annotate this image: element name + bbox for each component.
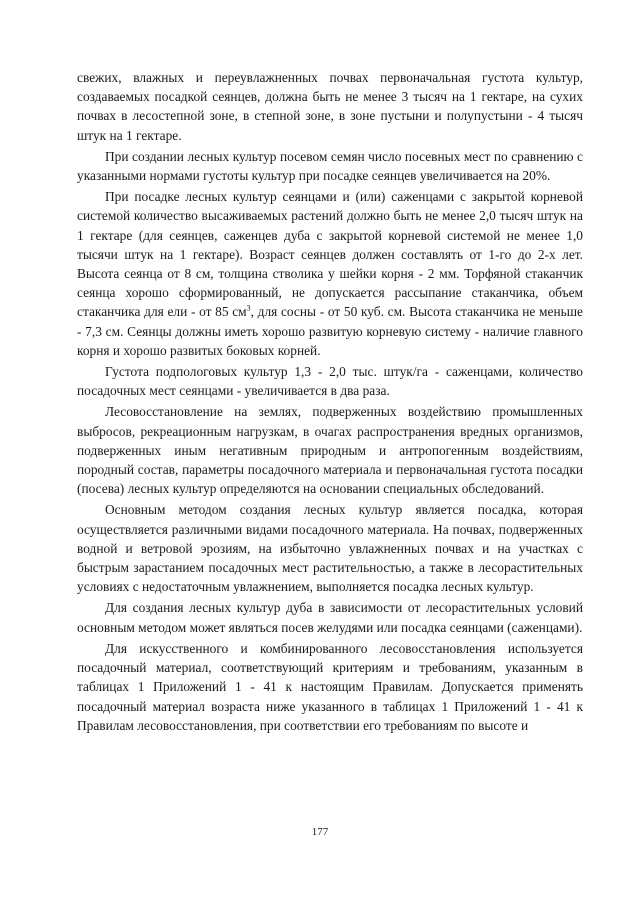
paragraph-1: свежих, влажных и переувлажненных почвах первоначальная густота культур, создаваемых посадкой сеянцев, должна быть не менее 3 тысяч на 1 гектаре, на сухих почвах в лесостепной зоне, в степной зоне, в зоне пустыни и полупустыни - 4 тысяч штук на 1 гектаре.	[77, 70, 583, 143]
paragraph-3-text: При посадке лесных культур сеянцами и (или) саженцами с закрытой корневой системой количество высаживаемых растений должно быть не менее 2,0 тысяч штук на 1 гектаре (для сеянцев, саженцев дуба с закрытой корневой системой не менее 1,0 тысячи штук на 1 гектаре). Возраст сеянцев должен составлять от 1-го до 2-х лет. Высота сеянца от 8 см, толщина стволика у шейки корня - 2 мм. Торфяной стаканчик сеянца хорошо сформированный, не допускается рассыпание стаканчика, объем стаканчика для ели - от 85 см	[77, 189, 583, 320]
paragraph-8: Для искусственного и комбинированного лесовосстановления используется посадочный материал, соответствующий критериям и требованиям, указанным в таблицах 1 Приложений 1 - 41 к настоящим Правилам. Допускается применять посадочный материал возраста ниже указанного в таблицах 1 Приложений 1 - 41 к Правилам лесовосстановления, при соответствии его требованиям по высоте и	[77, 640, 583, 733]
paragraph-3-tail: , для сосны - от 50 куб. см. Высота стаканчика не меньше - 7,3 см. Сеянцы должны иметь хорошо развитую корневую систему - наличие главного корня и хорошо развитых боковых корней.	[77, 304, 583, 358]
paragraph-6: Основным методом создания лесных культур является посадка, которая осуществляется различными видами посадочного материала. На почвах, подверженных водной и ветровой эрозиям, на избыточно увлажненных почвах и на участках с быстрым зарастанием посадочных мест растительностью, а также в лесорастительных условиях с недостаточным увлажнением, выполняется посадка лесных культур.	[77, 502, 583, 595]
cubic-superscript: 3	[246, 303, 251, 313]
paragraph-3	[77, 187, 583, 360]
paragraph-4: Густота подпологовых культур 1,3 - 2,0 тыс. штук/га - саженцами, количество посадочных мест сеянцами - увеличивается в два раза.	[77, 364, 583, 399]
paragraph-7: Для создания лесных культур дуба в зависимости от лесорастительных условий основным методом может являться посев желудями или посадка сеянцами (саженцами).	[77, 600, 583, 635]
paragraph-5: Лесовосстановление на землях, подверженных воздействию промышленных выбросов, рекреационным нагрузкам, в очагах распространения вредных организмов, подверженных иным негативным природным и антропогенным воздействиям, породный состав, параметры посадочного материала и первоначальная густота посадки (посева) лесных культур определяются на основании специальных обследований.	[77, 404, 583, 497]
paragraph-2: При создании лесных культур посевом семян число посевных мест по сравнению с указанными нормами густоты культур при посадке сеянцев увеличивается на 20%.	[77, 148, 583, 184]
document-page	[77, 68, 583, 737]
page-number: 177	[311, 826, 329, 838]
